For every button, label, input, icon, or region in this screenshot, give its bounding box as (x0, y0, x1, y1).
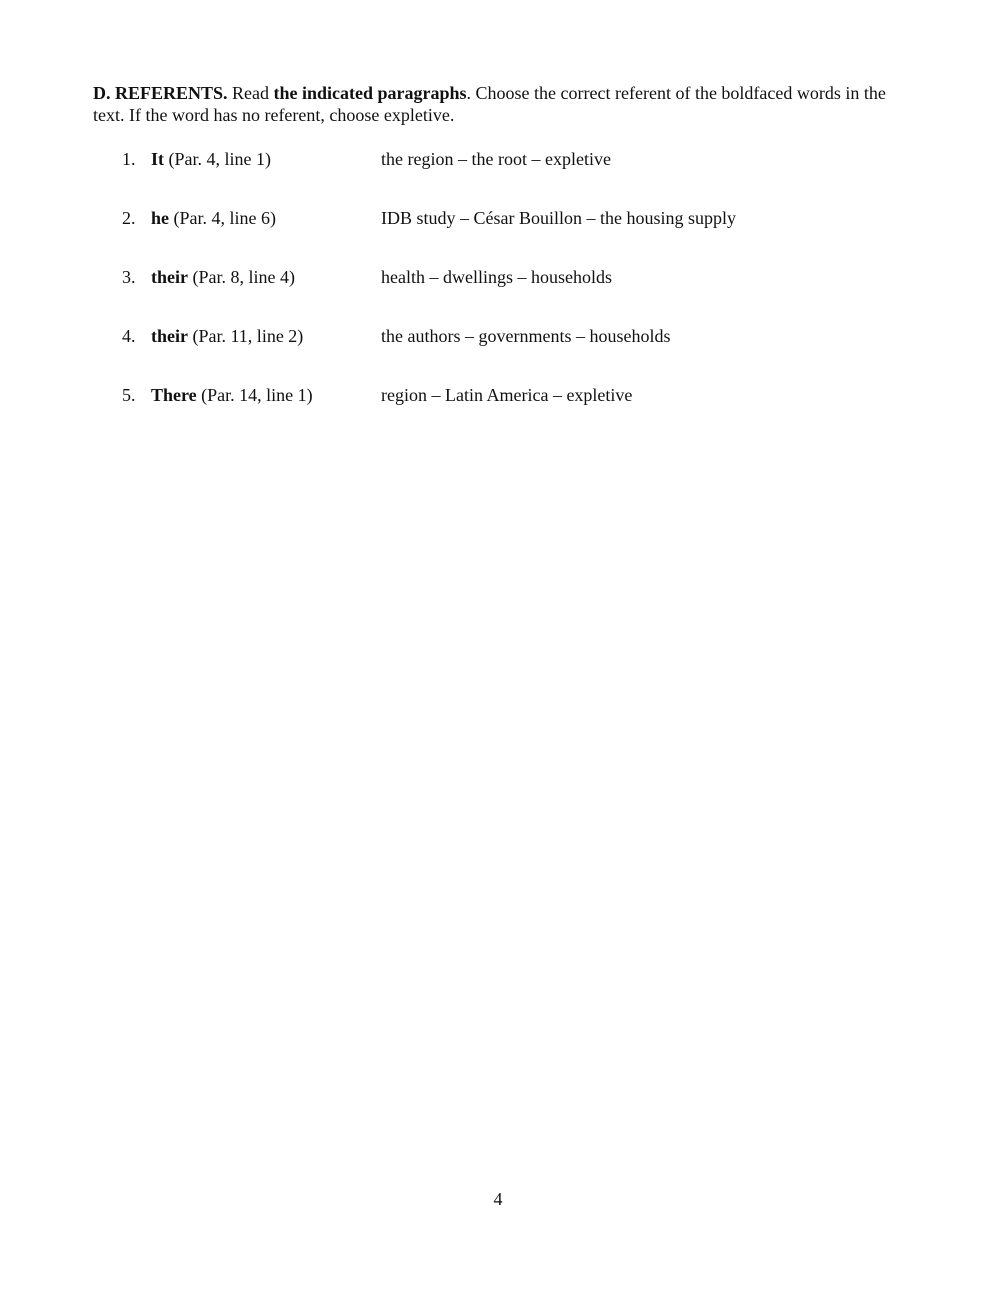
instructions-text-1: Read (227, 83, 274, 103)
item-location: (Par. 4, line 6) (169, 208, 276, 228)
page-number: 4 (493, 1189, 503, 1209)
item-location: (Par. 11, line 2) (187, 326, 304, 346)
item-options: IDB study – César Bouillon – the housing supply (381, 208, 736, 228)
instructions-bold-phrase: the indicated paragraphs (273, 83, 467, 103)
boldfaced-word: There (151, 385, 197, 405)
instructions-paragraph (93, 82, 913, 126)
item-word (151, 266, 295, 288)
item-options: the region – the root – expletive (381, 149, 611, 169)
item-options: health – dwellings – households (381, 267, 612, 287)
item-number: 2. (122, 208, 136, 228)
list-item (0, 325, 1000, 384)
boldfaced-word: It (151, 149, 164, 169)
list-item (0, 207, 1000, 266)
section-heading: D. REFERENTS. (93, 83, 228, 103)
item-word (151, 384, 313, 406)
list-item (0, 148, 1000, 207)
item-location: (Par. 14, line 1) (196, 385, 313, 405)
boldfaced-word: he (151, 208, 169, 228)
referent-list (0, 148, 1000, 443)
item-location: (Par. 4, line 1) (164, 149, 271, 169)
boldfaced-word: their (151, 326, 188, 346)
item-number: 3. (122, 267, 136, 287)
item-word (151, 148, 271, 170)
item-options: the authors – governments – households (381, 326, 671, 346)
item-number: 4. (122, 326, 136, 346)
item-location: (Par. 8, line 4) (187, 267, 295, 287)
item-word (151, 325, 303, 347)
list-item (0, 266, 1000, 325)
item-options: region – Latin America – expletive (381, 385, 633, 405)
list-item (0, 384, 1000, 443)
item-number: 5. (122, 385, 136, 405)
item-number: 1. (122, 149, 136, 169)
item-word (151, 207, 276, 229)
boldfaced-word: their (151, 267, 188, 287)
instructions-text-2: . Choose the correct referent of the boldfaced words in the text. If the word has no referent, choose expletive. (93, 83, 886, 125)
